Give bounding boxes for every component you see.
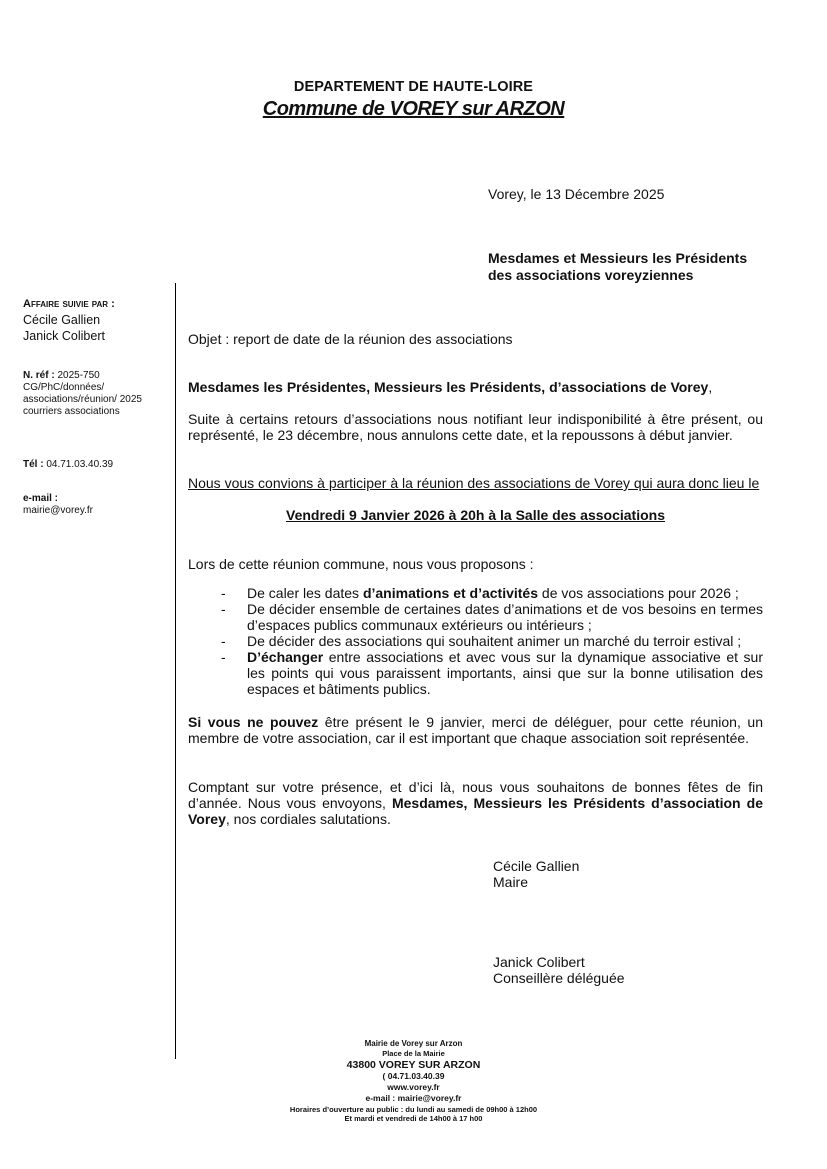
ref-value-1: 2025-750 <box>57 370 100 381</box>
date-line: Vorey, le 13 Décembre 2025 <box>488 186 665 202</box>
event-text: Vendredi 9 Janvier 2026 à 20h à la Salle des associations <box>286 507 665 523</box>
bullet-dash: - <box>221 601 226 617</box>
recipient-line-1: Mesdames et Messieurs les Présidents <box>488 250 748 266</box>
bullet-3-text: De décider des associations qui souhaitent animer un marché du terroir estival ; <box>247 633 742 649</box>
ref-value-4: courriers associations <box>23 406 120 417</box>
footer-hours-2: Et mardi et vendredi de 14h00 à 17 h00 <box>344 1114 483 1123</box>
vertical-divider <box>175 283 176 1059</box>
footer-place: Place de la Mairie <box>382 1049 445 1058</box>
recipient-line-2: des associations voreyziennes <box>488 267 694 283</box>
objet-line: Objet : report de date de la réunion des associations <box>188 331 513 347</box>
signature-name: Janick Colibert <box>493 954 585 970</box>
affaire-label: Affaire suivie par : <box>23 298 115 310</box>
paragraph-1: Suite à certains retours d’associations nous notifiant leur indisponibilité à être présent, ou représenté, le 23 décembre, nous annulons cette date, et la repoussons à début janvier. <box>188 411 763 443</box>
tel-value: 04.71.03.40.39 <box>46 459 114 470</box>
bullet-1-end: de vos associations pour 2026 ; <box>538 585 739 601</box>
absence-text: être présent le 9 janvier, merci de déléguer, pour cette réunion, un membre de votre association, car il est important que chaque association soit représentée. <box>188 714 763 746</box>
list-item <box>188 633 763 649</box>
department-heading: DEPARTEMENT DE HAUTE-LOIRE <box>293 79 534 95</box>
salutation <box>188 379 763 395</box>
signature-name: Cécile Gallien <box>493 858 580 874</box>
footer-email: e-mail : mairie@vorey.fr <box>365 1093 462 1103</box>
bullet-dash: - <box>221 585 226 601</box>
footer-website: www.vorey.fr <box>387 1082 440 1092</box>
sidebar-email <box>23 493 93 517</box>
closing-end: , nos cordiales salutations. <box>225 811 391 827</box>
affaire-name-2: Janick Colibert <box>23 329 105 343</box>
footer-hours: Horaires d’ouverture au public : du lundi au samedi de 09h00 à 12h00 <box>289 1105 538 1114</box>
phone-icon: ( <box>382 1071 386 1081</box>
tel-label: Tél : <box>23 459 44 470</box>
list-item <box>188 585 763 601</box>
absence-bold: Si vous ne pouvez <box>188 714 319 730</box>
salutation-text: Mesdames les Présidentes, Messieurs les Présidents, d’associations de Vorey <box>188 379 709 395</box>
signature-councillor <box>493 954 625 986</box>
footer-phone-number: 04.71.03.40.39 <box>385 1071 445 1081</box>
ref-value-3: associations/réunion/ 2025 <box>23 394 142 405</box>
footer-phone <box>0 1071 827 1082</box>
invitation-text: Nous vous convions à participer à la réunion des associations de Vorey qui aura donc lieu le <box>188 475 760 491</box>
bullet-dash: - <box>221 633 226 649</box>
bullet-1-text: De caler les dates <box>247 585 363 601</box>
bullet-dash: - <box>221 649 226 665</box>
proposal-list <box>188 585 763 697</box>
sidebar-affaire <box>23 298 115 344</box>
affaire-name-1: Cécile Gallien <box>23 313 101 327</box>
sidebar-phone <box>23 459 113 471</box>
bullet-4-text: entre associations et avec vous sur la dynamique associative et sur les points qui vous paraissent importants, ainsi que sur la bonne utilisation des espaces et bâtiments publics. <box>247 649 763 697</box>
closing-bold: Mesdames, Messieurs les Présidents d’association de Vorey <box>188 795 763 827</box>
recipient-block <box>488 250 747 284</box>
signature-title: Maire <box>493 874 529 890</box>
email-label: e-mail : <box>23 493 59 504</box>
closing-text: Comptant sur votre présence, et d’ici là, nous vous souhaitons de bonnes fêtes de fin d’année. Nous vous envoyons, <box>188 779 763 811</box>
list-intro: Lors de cette réunion commune, nous vous proposons : <box>188 556 534 572</box>
list-item <box>188 649 763 697</box>
signature-title: Conseillère déléguée <box>493 970 625 986</box>
bullet-4-bold: D’échanger <box>247 649 324 665</box>
absence-paragraph <box>188 714 763 746</box>
bullet-2-text: De décider ensemble de certaines dates d’animations et de vos besoins en termes d’espaces publics communaux extérieurs ou intérieurs ; <box>247 601 763 633</box>
sidebar-reference <box>23 370 142 418</box>
invitation-line <box>188 475 763 491</box>
salutation-comma: , <box>708 379 713 395</box>
email-value: mairie@vorey.fr <box>23 505 93 516</box>
list-item <box>188 601 763 633</box>
ref-label: N. réf : <box>23 370 55 381</box>
commune-heading: Commune de VOREY sur ARZON <box>262 98 565 120</box>
closing-paragraph <box>188 779 763 827</box>
bullet-1-bold: d’animations et d’activités <box>362 585 539 601</box>
ref-value-2: CG/PhC/données/ <box>23 382 105 393</box>
signature-mayor <box>493 858 579 890</box>
event-line <box>188 507 763 523</box>
footer-mairie: Mairie de Vorey sur Arzon <box>364 1039 463 1048</box>
footer-city: 43800 VOREY SUR ARZON <box>346 1059 481 1071</box>
